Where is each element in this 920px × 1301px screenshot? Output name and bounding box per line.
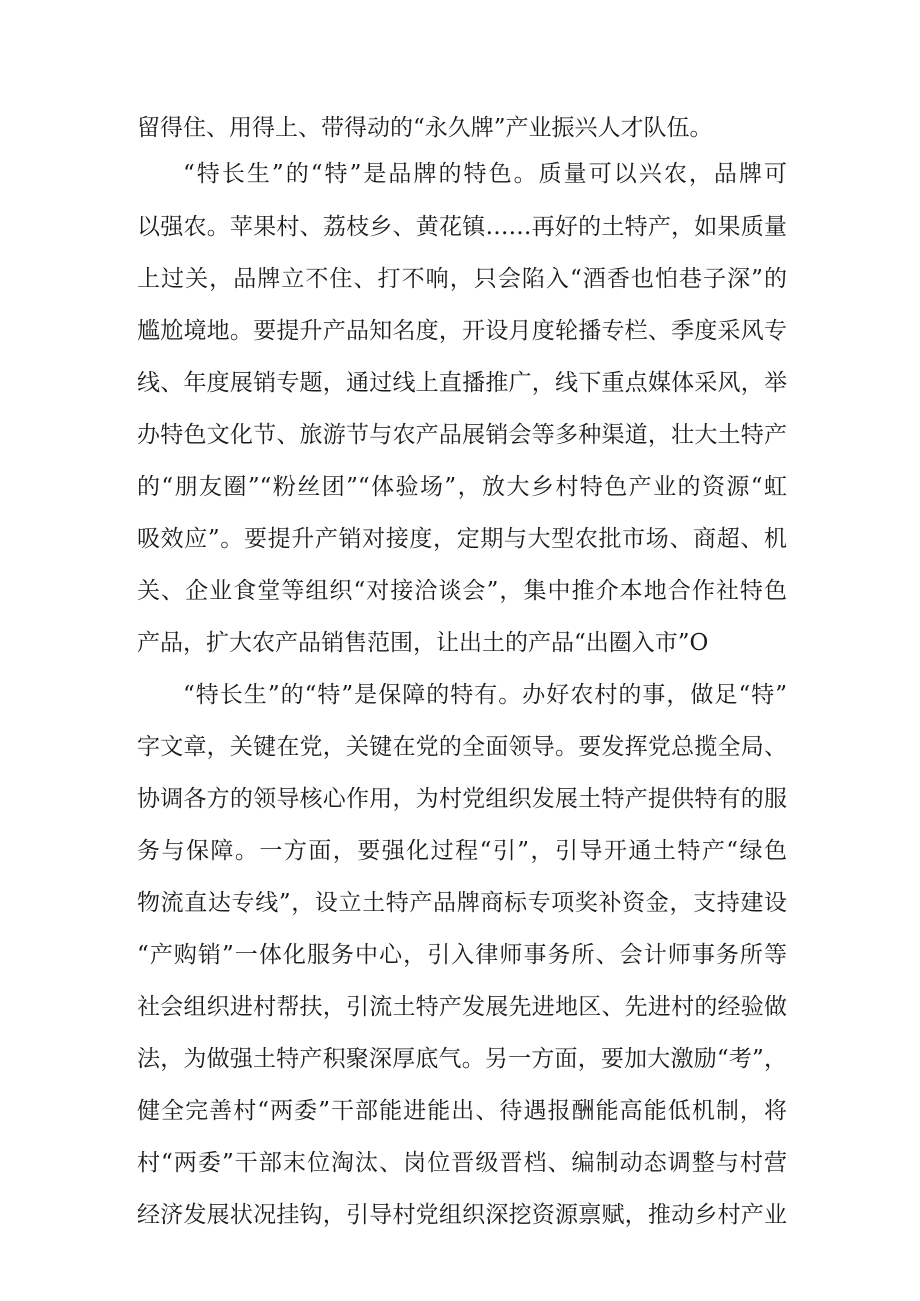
text-line: 关、企业食堂等组织“对接洽谈会”，集中推介本地合作社特色 xyxy=(137,578,787,604)
text-line: 协调各方的领导核心作用，为村党组织发展土特产提供特有的服 xyxy=(137,786,787,812)
text-line: 社会组织进村帮扶，引流土特产发展先进地区、先进村的经验做 xyxy=(137,994,787,1020)
text-line: 物流直达专线”，设立土特产品牌商标专项奖补资金，支持建设 xyxy=(137,890,787,916)
text-line: 留得住、用得上、带得动的“永久牌”产业振兴人才队伍。 xyxy=(137,115,713,141)
text-line: 吸效应”。要提升产销对接度，定期与大型农批市场、商超、机 xyxy=(137,526,787,552)
text-line: 尴尬境地。要提升产品知名度，开设月度轮播专栏、季度采风专 xyxy=(137,318,787,344)
text-line: 法，为做强土特产积聚深厚底气。另一方面，要加大激励“考”， xyxy=(137,1046,787,1072)
paragraph-start-line: “特长生”的“特”是品牌的特色。质量可以兴农，品牌可 xyxy=(183,161,787,187)
text-line: “产购销”一体化服务中心，引入律师事务所、会计师事务所等 xyxy=(137,942,787,968)
text-line: 线、年度展销专题，通过线上直播推广，线下重点媒体采风，举 xyxy=(137,370,787,396)
text-line: 办特色文化节、旅游节与农产品展销会等多种渠道，壮大土特产 xyxy=(137,422,787,448)
text-line: 经济发展状况挂钩，引导村党组织深挖资源禀赋，推动乡村产业 xyxy=(137,1202,787,1228)
text-line: 产品，扩大农产品销售范围，让出土的产品“出圈入市”O xyxy=(137,630,709,656)
text-line: 字文章，关键在党，关键在党的全面领导。要发挥党总揽全局、 xyxy=(137,734,787,760)
paragraph-start-line: “特长生”的“特”是保障的特有。办好农村的事，做足“特” xyxy=(183,682,787,708)
text-line: 以强农。苹果村、荔枝乡、黄花镇……再好的土特产，如果质量 xyxy=(137,214,787,240)
text-line: 的“朋友圈”“粉丝团”“体验场”，放大乡村特色产业的资源“虹 xyxy=(137,474,787,500)
text-line: 健全完善村“两委”干部能进能出、待遇报酬能高能低机制，将 xyxy=(137,1098,787,1124)
text-line: 村“两委”干部末位淘汰、岗位晋级晋档、编制动态调整与村营 xyxy=(137,1150,787,1176)
text-line: 上过关，品牌立不住、打不响，只会陷入“酒香也怕巷子深”的 xyxy=(137,266,787,292)
text-line: 务与保障。一方面，要强化过程“引”，引导开通土特产“绿色 xyxy=(137,838,787,864)
